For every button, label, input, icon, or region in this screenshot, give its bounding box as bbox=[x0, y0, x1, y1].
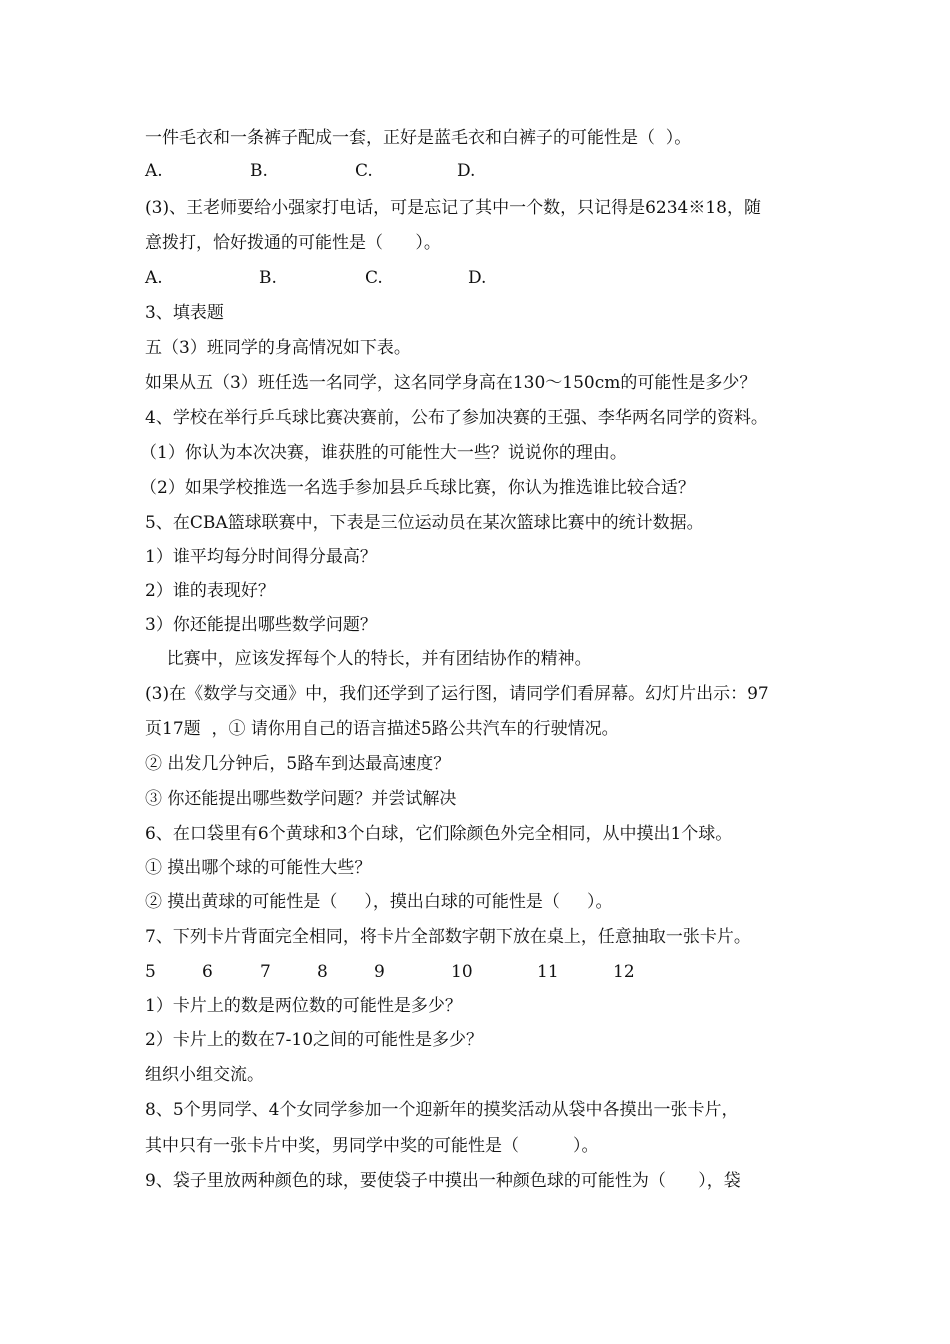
option-d: D. bbox=[468, 268, 487, 288]
option-c: C. bbox=[355, 161, 373, 181]
option-a: A. bbox=[145, 268, 163, 288]
question-line: ① 摸出哪个球的可能性大些？ bbox=[145, 858, 372, 878]
card-number: 11 bbox=[537, 962, 559, 982]
card-number: 9 bbox=[374, 962, 385, 982]
option-b: B. bbox=[250, 161, 268, 181]
card-number: 10 bbox=[451, 962, 473, 982]
card-number: 7 bbox=[260, 962, 271, 982]
question-line: ② 摸出黄球的可能性是（ ），摸出白球的可能性是（ ）。 bbox=[145, 892, 613, 912]
question-line: 8、5个男同学、4个女同学参加一个迎新年的摸奖活动从袋中各摸出一张卡片， bbox=[145, 1100, 739, 1120]
question-line: 4、学校在举行乒乓球比赛决赛前，公布了参加决赛的王强、李华两名同学的资料。 bbox=[145, 408, 768, 428]
option-a: A. bbox=[145, 161, 163, 181]
question-line: 2）谁的表现好？ bbox=[145, 581, 275, 601]
question-line: 2）卡片上的数在7-10之间的可能性是多少？ bbox=[145, 1030, 484, 1050]
question-line: (3)、王老师要给小强家打电话，可是忘记了其中一个数，只记得是6234※18，随 bbox=[145, 198, 761, 218]
option-b: B. bbox=[259, 268, 277, 288]
question-line: 其中只有一张卡片中奖，男同学中奖的可能性是（ ）。 bbox=[145, 1136, 599, 1156]
question-line: 五（3）班同学的身高情况如下表。 bbox=[145, 338, 411, 358]
question-line: 1）谁平均每分时间得分最高？ bbox=[145, 547, 377, 567]
question-line: （2）如果学校推选一名选手参加县乒乓球比赛，你认为推选谁比较合适？ bbox=[140, 478, 695, 498]
question-line: 9、袋子里放两种颜色的球，要使袋子中摸出一种颜色球的可能性为（ ），袋 bbox=[145, 1171, 741, 1191]
question-line: 1）卡片上的数是两位数的可能性是多少？ bbox=[145, 996, 462, 1016]
section-heading: 3、填表题 bbox=[145, 303, 224, 323]
question-line: 页17题 ，① 请你用自己的语言描述5路公共汽车的行驶情况。 bbox=[145, 719, 619, 739]
card-number: 12 bbox=[613, 962, 635, 982]
question-line: （1）你认为本次决赛，谁获胜的可能性大一些？说说你的理由。 bbox=[140, 443, 627, 463]
option-c: C. bbox=[365, 268, 383, 288]
question-line: 如果从五（3）班任选一名同学，这名同学身高在130～150cm的可能性是多少？ bbox=[145, 373, 757, 393]
question-line: 7、下列卡片背面完全相同，将卡片全部数字朝下放在桌上，任意抽取一张卡片。 bbox=[145, 927, 751, 947]
question-line: ② 出发几分钟后，5路车到达最高速度？ bbox=[145, 754, 451, 774]
question-line: 6、在口袋里有6个黄球和3个白球，它们除颜色外完全相同，从中摸出1个球。 bbox=[145, 824, 733, 844]
question-line: 意拨打，恰好拨通的可能性是（ ）。 bbox=[145, 233, 441, 253]
question-line: 比赛中，应该发挥每个人的特长，并有团结协作的精神。 bbox=[145, 649, 592, 669]
question-line: 3）你还能提出哪些数学问题？ bbox=[145, 615, 377, 635]
card-number: 6 bbox=[202, 962, 213, 982]
card-number: 8 bbox=[317, 962, 328, 982]
question-line: (3)在《数学与交通》中，我们还学到了运行图，请同学们看屏幕。幻灯片出示：97 bbox=[145, 684, 769, 704]
question-line: ③ 你还能提出哪些数学问题？并尝试解决 bbox=[145, 789, 457, 809]
option-d: D. bbox=[457, 161, 476, 181]
question-line: 一件毛衣和一条裤子配成一套，正好是蓝毛衣和白裤子的可能性是（ ）。 bbox=[145, 128, 692, 148]
card-number: 5 bbox=[145, 962, 156, 982]
question-line: 组织小组交流。 bbox=[145, 1065, 264, 1085]
question-line: 5、在CBA篮球联赛中，下表是三位运动员在某次篮球比赛中的统计数据。 bbox=[145, 513, 704, 533]
